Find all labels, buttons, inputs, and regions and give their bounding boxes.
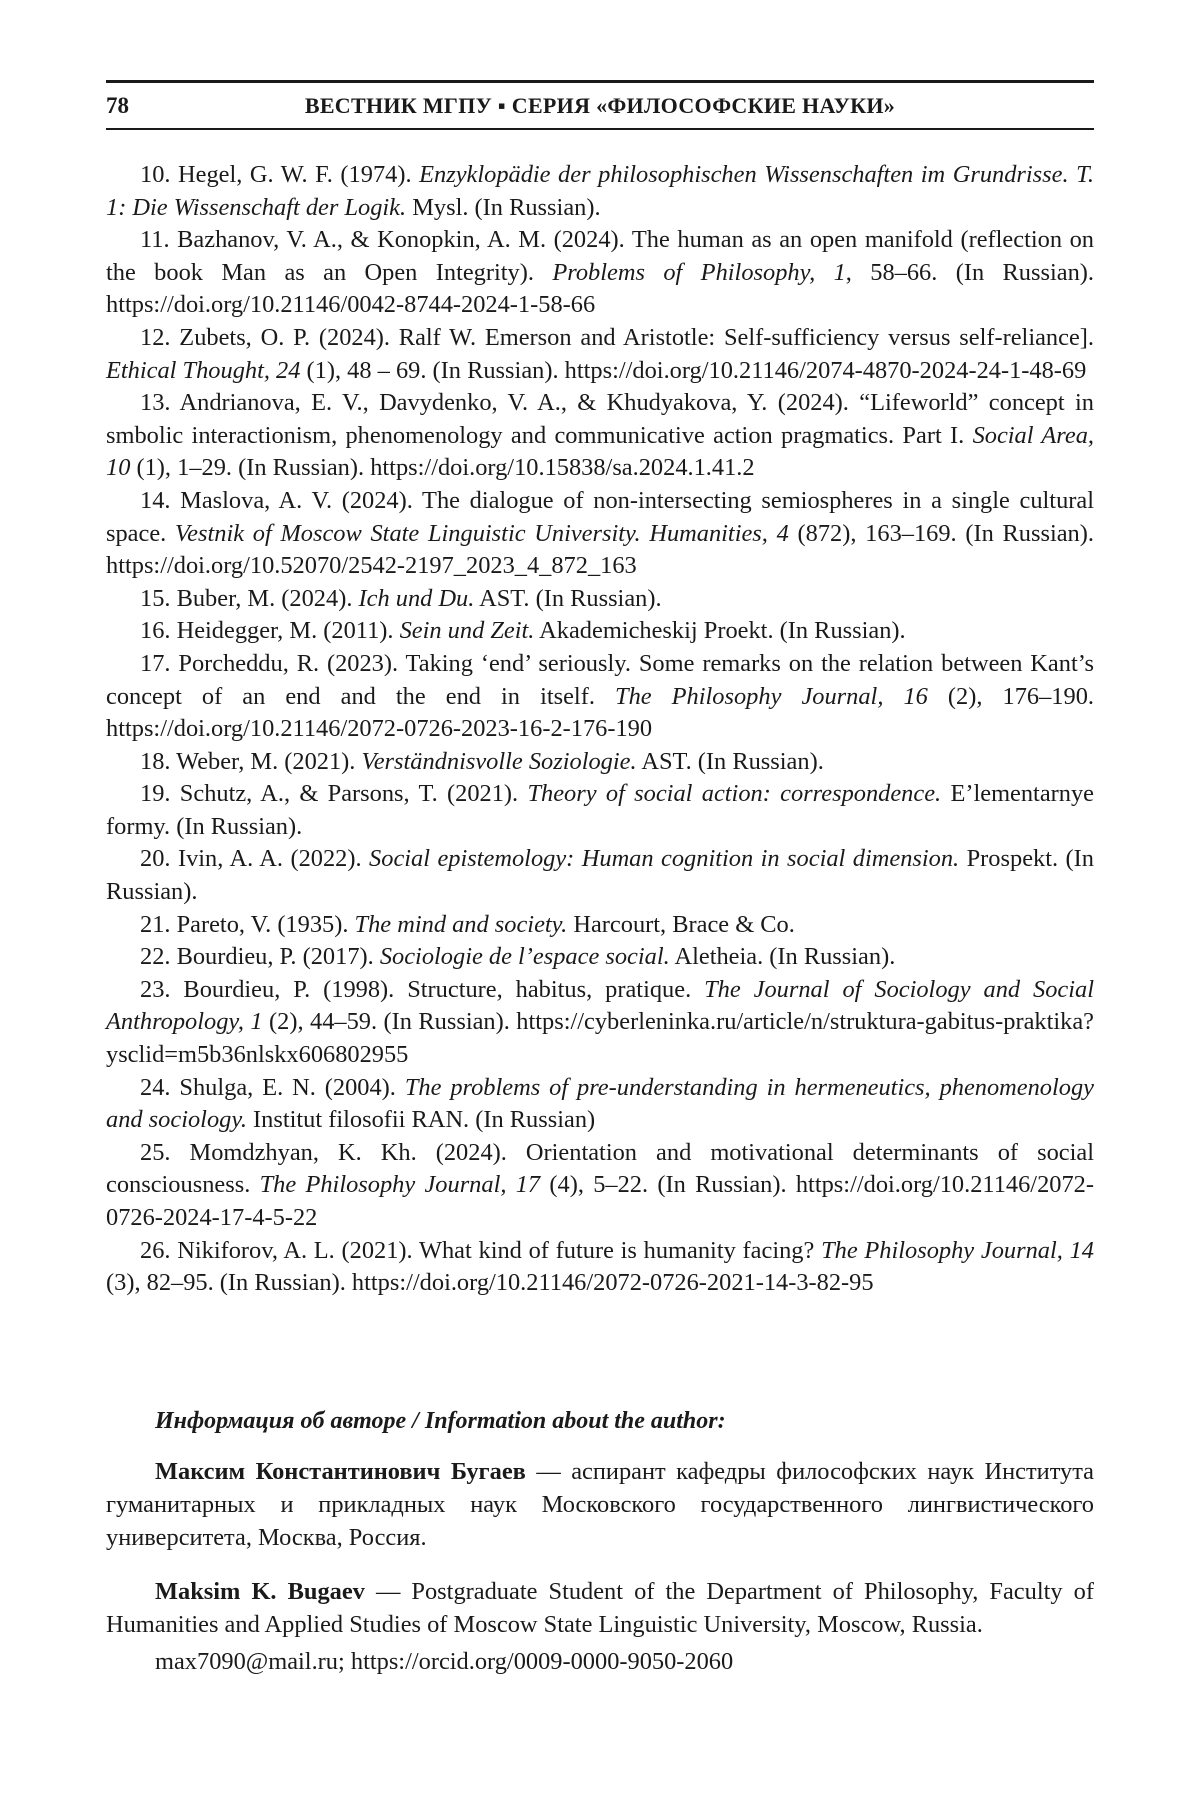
reference-item: 24. Shulga, E. N. (2004). The problems of pre-understanding in hermeneutics, phenomenology and sociology. Institut filosofii RAN. (In Russian)	[106, 1073, 1094, 1134]
reference-item: 20. Ivin, A. A. (2022). Social epistemology: Human cognition in social dimension. Prospekt. (In Russian).	[106, 845, 1094, 906]
reference-item: 25. Momdzhyan, K. Kh. (2024). Orientation and motivational determinants of social consciousness. The Philosophy Journal, 17 (4), 5–22. (In Russian). https://doi.org/10.21146/2072-0726-2024-17-4-5-22	[106, 1138, 1094, 1231]
reference-item: 12. Zubets, O. P. (2024). Ralf W. Emerson and Aristotle: Self-sufficiency versus self-reliance]. Ethical Thought, 24 (1), 48 – 69. (In Russian). https://doi.org/10.21146/2074-4870-2024-24-1-48-69	[106, 323, 1094, 384]
reference-item: 21. Pareto, V. (1935). The mind and society. Harcourt, Brace & Co.	[140, 910, 795, 938]
author-contact: max7090@mail.ru; https://orcid.org/0009-0000-9050-2060	[155, 1648, 734, 1675]
author-name-russian: Максим Константинович Бугаев	[155, 1458, 526, 1485]
reference-list	[106, 159, 1094, 1300]
reference-item: 11. Bazhanov, V. A., & Konopkin, A. M. (2024). The human as an open manifold (reflection on the book Man as an Open Integrity). Problems of Philosophy, 1, 58–66. (In Russian). https://doi.org/10.21146/0042-8744-2024-1-58-66	[106, 226, 1094, 319]
author-info-heading: Информация об авторе / Information about the author:	[155, 1408, 726, 1434]
reference-item: 17. Porcheddu, R. (2023). Taking ‘end’ seriously. Some remarks on the relation between Kant’s concept of an end and the end in itself. The Philosophy Journal, 16 (2), 176–190. https://doi.org/10.21146/2072-0726-2023-16-2-176-190	[106, 649, 1094, 743]
header-bottom-rule	[106, 128, 1094, 130]
reference-item: 10. Hegel, G. W. F. (1974). Enzyklopädie der philosophischen Wissenschaften im Grundrisse. T. 1: Die Wissenschaft der Logik. Mysl. (In Russian).	[106, 161, 1094, 221]
running-header	[106, 86, 1094, 126]
reference-item: 23. Bourdieu, P. (1998). Structure, habitus, pratique. The Journal of Sociology and Social Anthropology, 1 (2), 44–59. (In Russian). https://cyberleninka.ru/article/n/struktura-gabitus-praktika?ysclid=m5b36nlskx606802955	[106, 975, 1094, 1069]
reference-item: 13. Andrianova, E. V., Davydenko, V. A., & Khudyakova, Y. (2024). “Lifeworld” concept in smbolic interactionism, phenomenology and communicative action pragmatics. Part I. Social Area, 10 (1), 1–29. (In Russian). https://doi.org/10.15838/sa.2024.1.41.2	[106, 389, 1094, 482]
journal-title: ВЕСТНИК МГПУ ▪ СЕРИЯ «ФИЛОСОФСКИЕ НАУКИ»	[304, 93, 896, 118]
reference-item: 22. Bourdieu, P. (2017). Sociologie de l’espace social. Aletheia. (In Russian).	[140, 943, 896, 971]
reference-item: 15. Buber, M. (2024). Ich und Du. AST. (In Russian).	[140, 584, 662, 612]
reference-item: 16. Heidegger, M. (2011). Sein und Zeit. Akademicheskij Proekt. (In Russian).	[140, 617, 906, 645]
author-name-english: Maksim K. Bugaev	[155, 1578, 365, 1605]
page-number: 78	[106, 93, 129, 118]
reference-item: 14. Maslova, A. V. (2024). The dialogue of non-intersecting semiospheres in a single cultural space. Vestnik of Moscow State Linguistic University. Humanities, 4 (872), 163–169. (In Russian). https://doi.org/10.52070/2542-2197_2023_4_872_163	[106, 486, 1094, 580]
author-bio-russian: Максим Константинович Бугаев — аспирант кафедры философских наук Института гуманитарных и прикладных наук Московского государственного лингвистического университета, Москва, Россия.	[106, 1458, 1095, 1551]
reference-item: 19. Schutz, A., & Parsons, T. (2021). Theory of social action: correspondence. E’lementarnye formy. (In Russian).	[106, 780, 1094, 840]
header-top-rule	[106, 80, 1094, 83]
reference-item: 26. Nikiforov, A. L. (2021). What kind of future is humanity facing? The Philosophy Journal, 14 (3), 82–95. (In Russian). https://doi.org/10.21146/2072-0726-2021-14-3-82-95	[106, 1236, 1094, 1297]
reference-item: 18. Weber, M. (2021). Verständnisvolle Soziologie. AST. (In Russian).	[140, 747, 824, 775]
author-bio-english: Maksim K. Bugaev — Postgraduate Student of the Department of Philosophy, Faculty of Humanities and Applied Studies of Moscow State Linguistic University, Moscow, Russia.	[106, 1578, 1094, 1638]
